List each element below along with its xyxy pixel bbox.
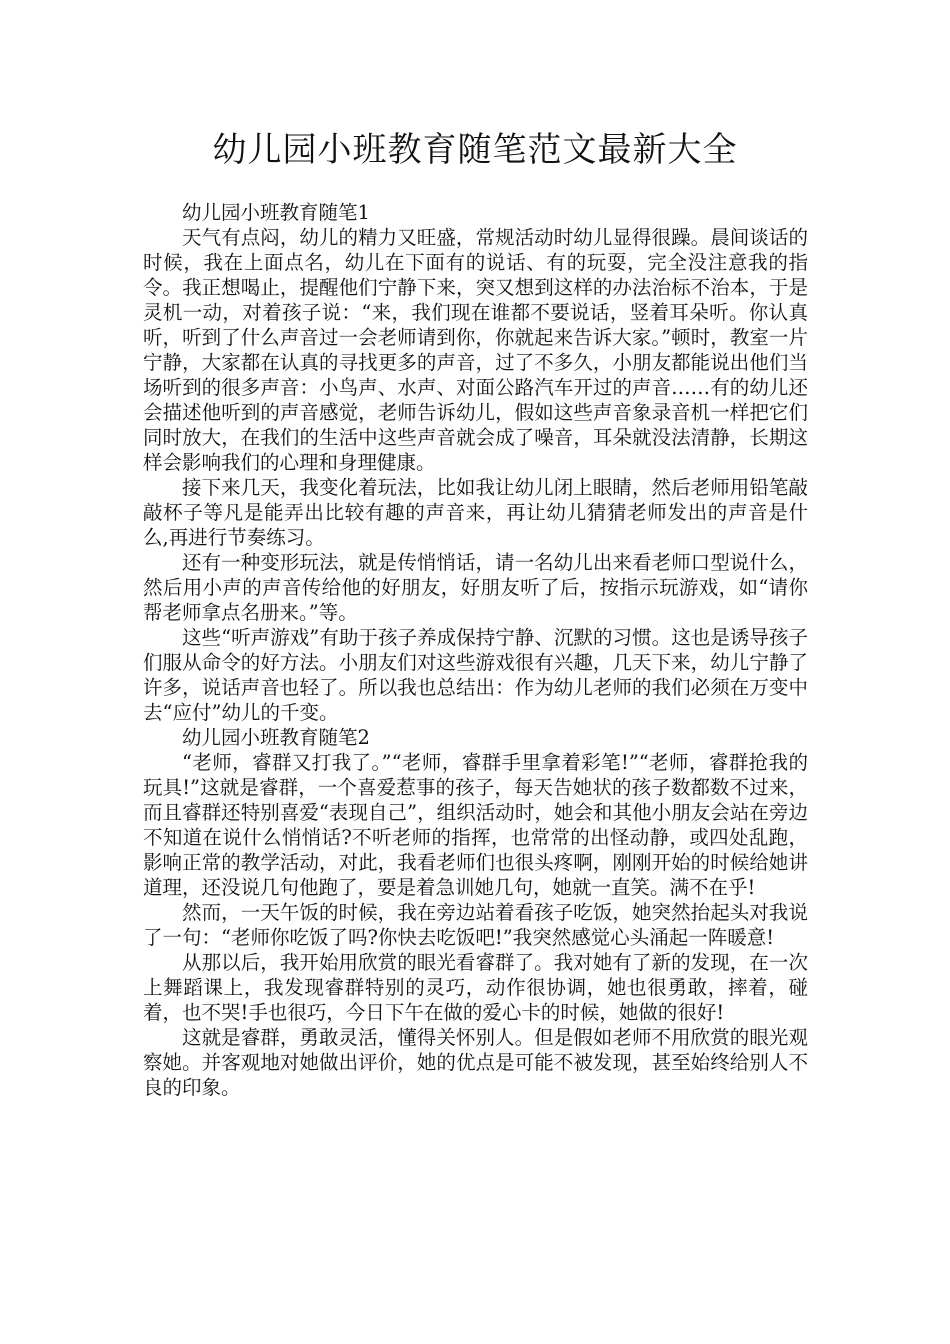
paragraph: 这就是睿群，勇敢灵活，懂得关怀别人。但是假如老师不用欣赏的眼光观察她。并客观地对她做出评价，她的优点是可能不被发现，甚至始终给别人不良的印象。 [143, 1026, 808, 1099]
document-body [143, 200, 808, 1100]
document-title: 幼儿园小班教育随笔范文最新大全 [212, 130, 738, 170]
paragraph: 然而，一天午饭的时候，我在旁边站着看孩子吃饭，她突然抬起头对我说了一句：“老师你吃饭了吗?你快去吃饭吧!”我突然感觉心头涌起一阵暖意! [143, 901, 808, 949]
paragraph: 接下来几天，我变化着玩法，比如我让幼儿闭上眼睛，然后老师用铅笔敲敲杯子等凡是能弄出比较有趣的声音来，再让幼儿猜猜老师发出的声音是什么,再进行节奏练习。 [143, 476, 808, 549]
paragraph: 还有一种变形玩法，就是传悄悄话，请一名幼儿出来看老师口型说什么，然后用小声的声音传给他的好朋友，好朋友听了后，按指示玩游戏，如“请你帮老师拿点名册来。”等。 [143, 551, 808, 624]
section-heading: 幼儿园小班教育随笔2 [182, 726, 370, 749]
paragraph: “老师，睿群又打我了。”“老师，睿群手里拿着彩笔!”“老师，睿群抢我的玩具!”这就是睿群，一个喜爱惹事的孩子，每天告她状的孩子数都数不过来，而且睿群还特别喜爱“表现自己”，组织活动时，她会和其他小朋友会站在旁边不知道在说什么悄悄话?不听老师的指挥，也常常的出怪动静，或四处乱跑，影响正常的教学活动，对此，我看老师们也很头疼啊，刚刚开始的时候给她讲道理，还没说几句他跑了，要是着急训她几句，她就一直笑。满不在乎! [143, 751, 808, 899]
paragraph: 从那以后，我开始用欣赏的眼光看睿群了。我对她有了新的发现，在一次上舞蹈课上，我发现睿群特别的灵巧，动作很协调，她也很勇敢，摔着，碰着，也不哭!手也很巧，今日下午在做的爱心卡的时候，她做的很好! [143, 951, 808, 1024]
section-heading: 幼儿园小班教育随笔1 [182, 201, 370, 224]
paragraph: 这些“听声游戏”有助于孩子养成保持宁静、沉默的习惯。这也是诱导孩子们服从命令的好方法。小朋友们对这些游戏很有兴趣，几天下来，幼儿宁静了许多，说话声音也轻了。所以我也总结出：作为幼儿老师的我们必须在万变中去“应付”幼儿的千变。 [143, 626, 808, 724]
paragraph: 天气有点闷，幼儿的精力又旺盛，常规活动时幼儿显得很躁。晨间谈话的时候，我在上面点名，幼儿在下面有的说话、有的玩耍，完全没注意我的指令。我正想喝止，提醒他们宁静下来，突又想到这样的办法治标不治本，于是灵机一动，对着孩子说：“来，我们现在谁都不要说话，竖着耳朵听。你认真听，听到了什么声音过一会老师请到你，你就起来告诉大家。”顿时，教室一片宁静，大家都在认真的寻找更多的声音，过了不多久，小朋友都能说出他们当场听到的很多声音：小鸟声、水声、对面公路汽车开过的声音……有的幼儿还会描述他听到的声音感觉，老师告诉幼儿，假如这些声音象录音机一样把它们同时放大，在我们的生活中这些声音就会成了噪音，耳朵就没法清静，长期这样会影响我们的心理和身理健康。 [143, 226, 808, 474]
